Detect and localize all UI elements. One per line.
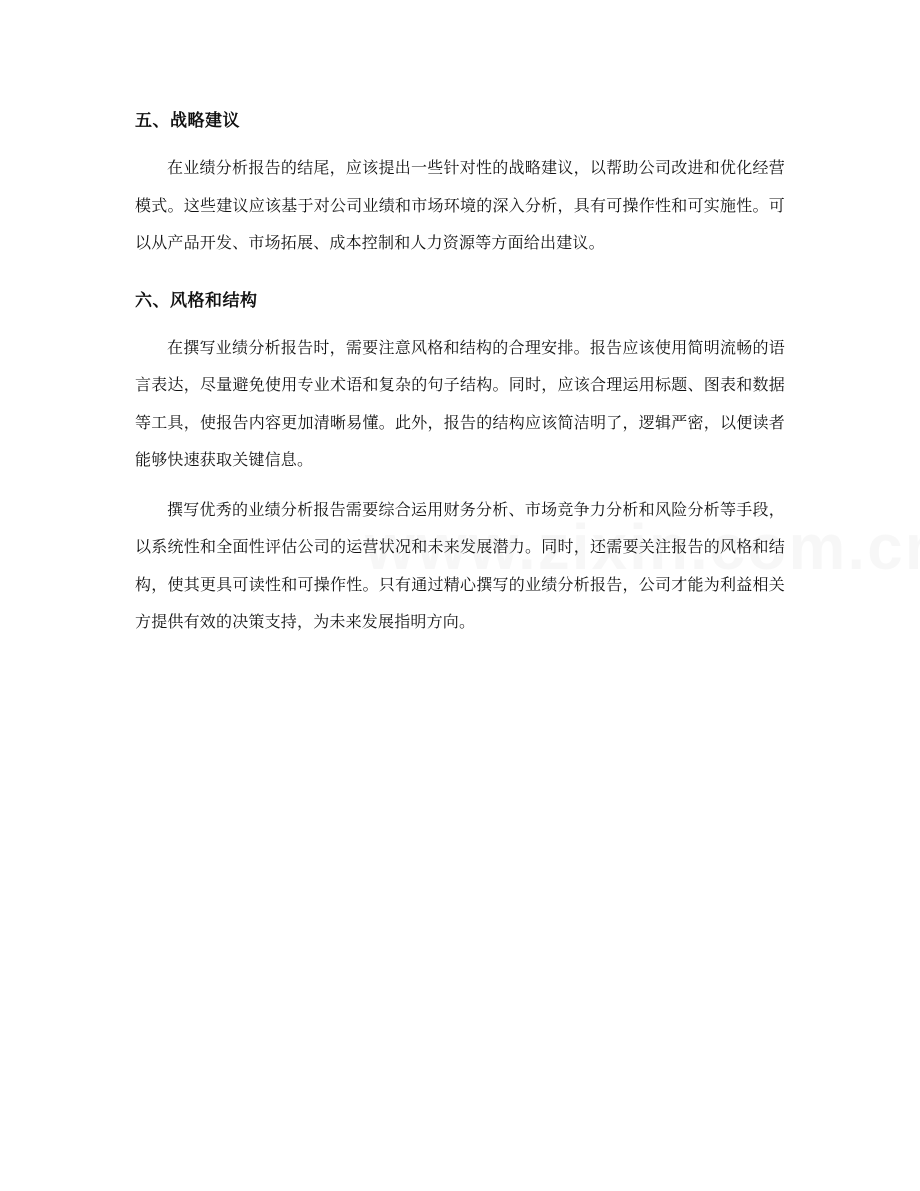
document-body xyxy=(135,103,785,641)
paragraph-conclusion: 撰写优秀的业绩分析报告需要综合运用财务分析、市场竞争力分析和风险分析等手段，以系统性和全面性评估公司的运营状况和未来发展潜力。同时，还需要关注报告的风格和结构，使其更具可读性和可操作性。只有通过精心撰写的业绩分析报告，公司才能为利益相关方提供有效的决策支持，为未来发展指明方向。 xyxy=(135,499,785,631)
paragraph-strategy: 在业绩分析报告的结尾，应该提出一些针对性的战略建议，以帮助公司改进和优化经营模式。这些建议应该基于对公司业绩和市场环境的深入分析，具有可操作性和可实施性。可以从产品开发、市场拓展、成本控制和人力资源等方面给出建议。 xyxy=(135,158,785,252)
paragraph-style-structure: 在撰写业绩分析报告时，需要注意风格和结构的合理安排。报告应该使用简明流畅的语言表达，尽量避免使用专业术语和复杂的句子结构。同时，应该合理运用标题、图表和数据等工具，使报告内容更加清晰易懂。此外，报告的结构应该简洁明了，逻辑严密，以便读者能够快速获取关键信息。 xyxy=(135,337,785,469)
section-heading-style-structure: 六、风格和结构 xyxy=(135,290,258,311)
section-heading-strategy: 五、战略建议 xyxy=(135,111,240,131)
